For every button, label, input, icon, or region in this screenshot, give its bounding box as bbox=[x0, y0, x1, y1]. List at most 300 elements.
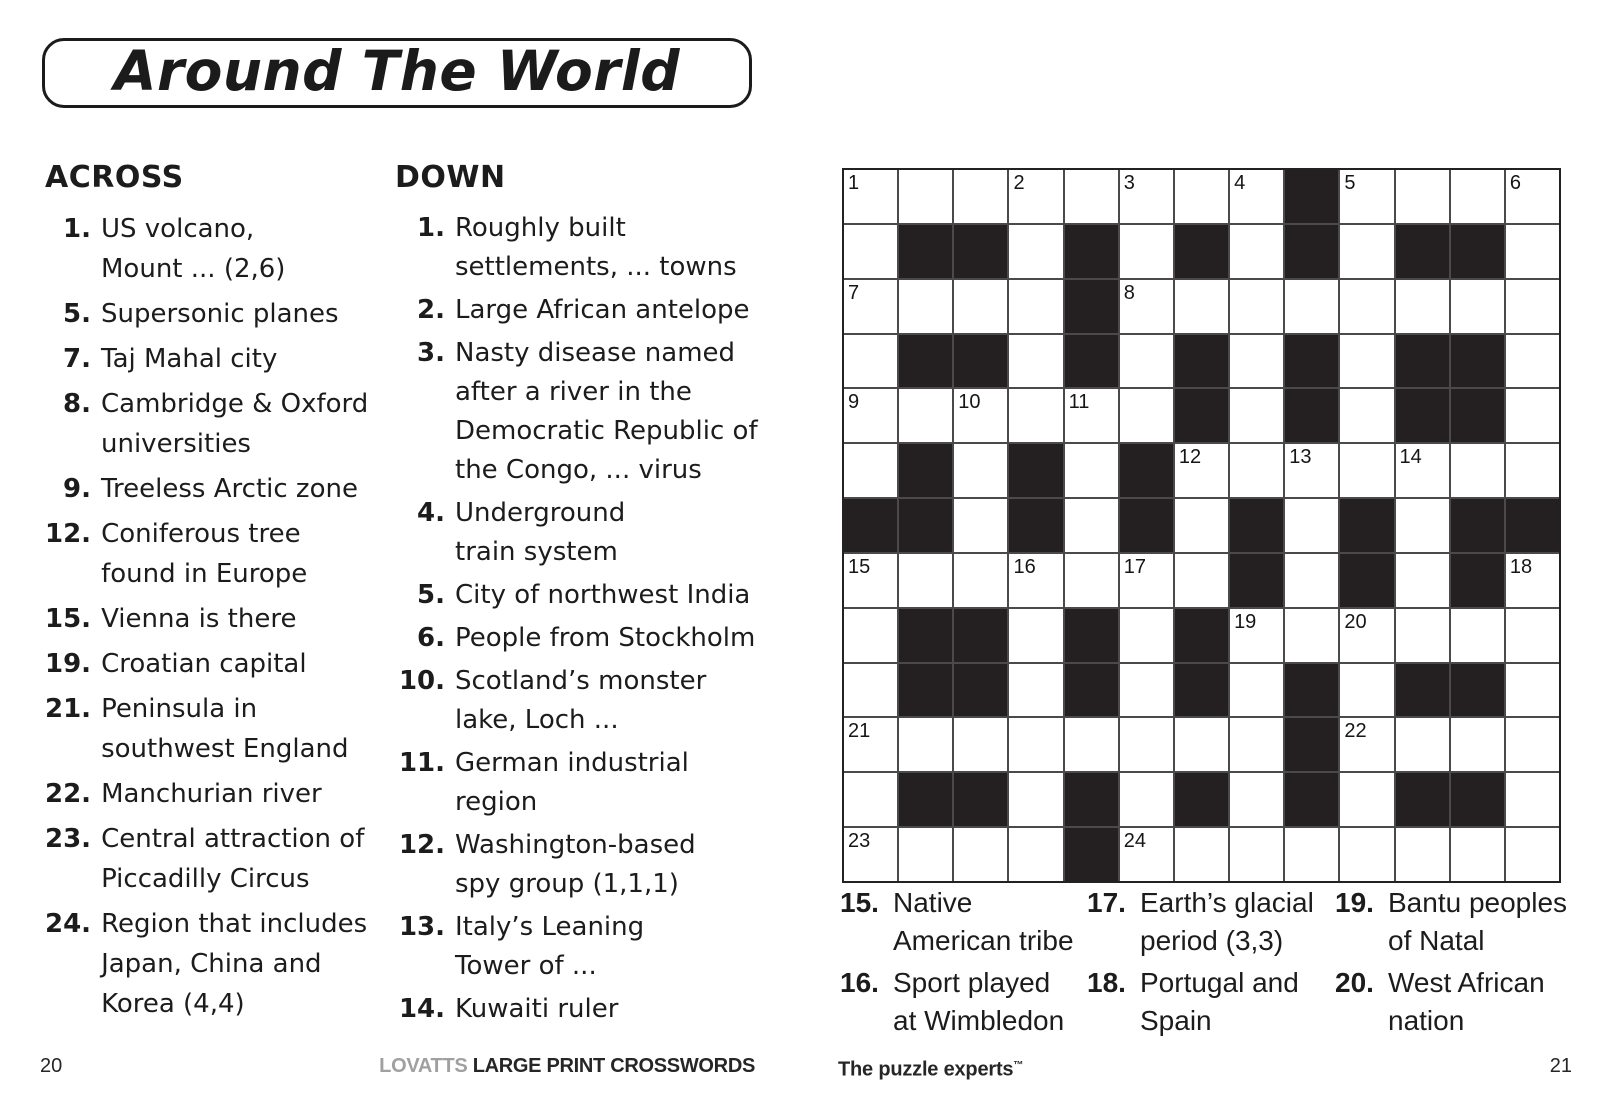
clue-text: Central attraction of Piccadilly Circus bbox=[101, 824, 365, 894]
grid-cell-r7c10 bbox=[1340, 499, 1393, 552]
grid-cell-r10c10[interactable] bbox=[1340, 664, 1393, 717]
bottom-clues-column-1 bbox=[840, 884, 1082, 1044]
grid-cell-r10c11 bbox=[1396, 664, 1449, 717]
grid-cell-r2c6[interactable] bbox=[1120, 225, 1173, 278]
grid-cell-r7c1 bbox=[844, 499, 897, 552]
grid-cell-r12c8[interactable] bbox=[1230, 773, 1283, 826]
grid-cell-r5c4[interactable] bbox=[1009, 389, 1062, 442]
grid-cell-r5c10[interactable] bbox=[1340, 389, 1393, 442]
grid-cell-r4c5 bbox=[1065, 335, 1118, 388]
cell-number-15: 15 bbox=[848, 555, 871, 578]
grid-cell-r13c12[interactable] bbox=[1451, 828, 1504, 881]
cell-number-7: 7 bbox=[848, 281, 860, 304]
bottom-clues-column-3 bbox=[1335, 884, 1575, 1044]
clue-text: Kuwaiti ruler bbox=[455, 994, 619, 1024]
grid-cell-r13c3[interactable] bbox=[954, 828, 1007, 881]
grid-cell-r4c8[interactable] bbox=[1230, 335, 1283, 388]
grid-cell-r7c2 bbox=[899, 499, 952, 552]
grid-cell-r1c4[interactable] bbox=[1009, 170, 1062, 223]
grid-cell-r4c6[interactable] bbox=[1120, 335, 1173, 388]
across-clue-list bbox=[45, 209, 393, 1024]
grid-cell-r9c13[interactable] bbox=[1506, 609, 1559, 662]
clue-text: German industrial region bbox=[455, 748, 689, 817]
clue-number: 16. bbox=[840, 967, 879, 998]
grid-cell-r12c9 bbox=[1285, 773, 1338, 826]
grid-cell-r1c5[interactable] bbox=[1065, 170, 1118, 223]
grid-cell-r8c10 bbox=[1340, 554, 1393, 607]
clue-number: 15. bbox=[45, 604, 92, 634]
grid-cell-r4c12 bbox=[1451, 335, 1504, 388]
cell-number-5: 5 bbox=[1344, 172, 1356, 194]
grid-cell-r9c4[interactable] bbox=[1009, 609, 1062, 662]
grid-cell-r3c9[interactable] bbox=[1285, 280, 1338, 333]
grid-cell-r12c12 bbox=[1451, 773, 1504, 826]
down-clue-5 bbox=[395, 576, 787, 615]
grid-cell-r5c11 bbox=[1396, 389, 1449, 442]
grid-cell-r3c13[interactable] bbox=[1506, 280, 1559, 333]
grid-cell-r10c2 bbox=[899, 664, 952, 717]
cell-number-10: 10 bbox=[958, 391, 981, 414]
across-clue-21 bbox=[45, 689, 393, 769]
grid-cell-r6c5[interactable] bbox=[1065, 444, 1118, 497]
grid-cell-r10c6[interactable] bbox=[1120, 664, 1173, 717]
grid-cell-r5c13[interactable] bbox=[1506, 389, 1559, 442]
grid-cell-r9c2 bbox=[899, 609, 952, 662]
down-clue-11 bbox=[395, 744, 787, 822]
grid-cell-r6c12[interactable] bbox=[1451, 444, 1504, 497]
down-clue-18 bbox=[1087, 964, 1329, 1040]
clue-number: 21. bbox=[45, 694, 92, 724]
down-clue-4 bbox=[395, 494, 787, 572]
grid-cell-r13c8[interactable] bbox=[1230, 828, 1283, 881]
grid-cell-r7c11[interactable] bbox=[1396, 499, 1449, 552]
grid-cell-r1c10[interactable] bbox=[1340, 170, 1393, 223]
clue-number: 4. bbox=[417, 498, 445, 528]
grid-cell-r7c13 bbox=[1506, 499, 1559, 552]
grid-cell-r3c3[interactable] bbox=[954, 280, 1007, 333]
down-clue-3 bbox=[395, 334, 787, 490]
down-clue-14 bbox=[395, 990, 787, 1029]
across-heading: ACROSS bbox=[45, 160, 184, 195]
grid-cell-r9c5 bbox=[1065, 609, 1118, 662]
grid-cell-r8c12 bbox=[1451, 554, 1504, 607]
clue-text: Croatian capital bbox=[101, 649, 307, 679]
grid-cell-r3c5 bbox=[1065, 280, 1118, 333]
grid-cell-r10c9 bbox=[1285, 664, 1338, 717]
grid-cell-r3c6[interactable] bbox=[1120, 280, 1173, 333]
crossword-grid bbox=[842, 168, 1561, 883]
clue-number: 9. bbox=[63, 474, 91, 504]
grid-cell-r2c11 bbox=[1396, 225, 1449, 278]
clue-number: 10. bbox=[398, 666, 445, 696]
grid-cell-r11c11[interactable] bbox=[1396, 718, 1449, 771]
grid-cell-r10c8[interactable] bbox=[1230, 664, 1283, 717]
clue-number: 19. bbox=[1335, 887, 1374, 918]
grid-cell-r10c5 bbox=[1065, 664, 1118, 717]
grid-cell-r6c2 bbox=[899, 444, 952, 497]
grid-cell-r10c7 bbox=[1175, 664, 1228, 717]
page-number-right: 21 bbox=[1549, 1055, 1572, 1077]
cell-number-11: 11 bbox=[1068, 391, 1090, 414]
brand-lovatts: LOVATTS bbox=[379, 1055, 468, 1077]
grid-cell-r13c11[interactable] bbox=[1396, 828, 1449, 881]
grid-cell-r4c9 bbox=[1285, 335, 1338, 388]
clue-text: Cambridge & Oxford universities bbox=[101, 389, 369, 459]
grid-cell-r9c10[interactable] bbox=[1340, 609, 1393, 662]
grid-cell-r5c9 bbox=[1285, 389, 1338, 442]
clue-text: Native American tribe bbox=[893, 887, 1074, 956]
grid-cell-r4c7 bbox=[1175, 335, 1228, 388]
grid-cell-r7c8 bbox=[1230, 499, 1283, 552]
clue-text: Taj Mahal city bbox=[101, 344, 278, 374]
grid-cell-r8c2[interactable] bbox=[899, 554, 952, 607]
down-clue-19 bbox=[1335, 884, 1575, 960]
grid-cell-r7c9[interactable] bbox=[1285, 499, 1338, 552]
grid-cell-r1c6[interactable] bbox=[1120, 170, 1173, 223]
grid-cell-r12c6[interactable] bbox=[1120, 773, 1173, 826]
clue-text: Scotland’s monster lake, Loch ... bbox=[455, 666, 707, 735]
grid-cell-r2c5 bbox=[1065, 225, 1118, 278]
grid-cell-r5c6[interactable] bbox=[1120, 389, 1173, 442]
down-clue-12 bbox=[395, 826, 787, 904]
down-clue-list bbox=[395, 209, 787, 1029]
cell-number-8: 8 bbox=[1123, 281, 1135, 304]
grid-cell-r7c4 bbox=[1009, 499, 1062, 552]
across-clues-section bbox=[45, 162, 393, 1029]
grid-cell-r9c11[interactable] bbox=[1396, 609, 1449, 662]
grid-cell-r2c4[interactable] bbox=[1009, 225, 1062, 278]
grid-cell-r4c13[interactable] bbox=[1506, 335, 1559, 388]
clue-text: Supersonic planes bbox=[101, 299, 339, 329]
grid-cell-r3c7[interactable] bbox=[1175, 280, 1228, 333]
clue-number: 18. bbox=[1087, 967, 1126, 998]
cell-number-18: 18 bbox=[1509, 555, 1533, 578]
puzzle-title: Around The World bbox=[113, 39, 681, 103]
clue-number: 5. bbox=[63, 299, 91, 329]
grid-cell-r11c2[interactable] bbox=[899, 718, 952, 771]
across-clue-8 bbox=[45, 384, 393, 464]
clue-number: 2. bbox=[417, 295, 445, 325]
grid-cell-r7c5[interactable] bbox=[1065, 499, 1118, 552]
clue-text: Washington-based spy group (1,1,1) bbox=[455, 830, 696, 899]
clue-text: Vienna is there bbox=[101, 604, 297, 634]
grid-cell-r9c1[interactable] bbox=[844, 609, 897, 662]
clue-number: 14. bbox=[398, 994, 445, 1024]
grid-cell-r12c1[interactable] bbox=[844, 773, 897, 826]
clue-text: Region that includes Japan, China and Korea (4,4) bbox=[101, 909, 368, 1019]
grid-cell-r10c4[interactable] bbox=[1009, 664, 1062, 717]
cell-number-16: 16 bbox=[1013, 555, 1036, 578]
grid-cell-r11c1[interactable] bbox=[844, 718, 897, 771]
cell-number-4: 4 bbox=[1234, 172, 1246, 194]
grid-cell-r1c3[interactable] bbox=[954, 170, 1007, 223]
clue-number: 3. bbox=[417, 338, 445, 368]
grid-cell-r1c13[interactable] bbox=[1506, 170, 1559, 223]
grid-cell-r5c3[interactable] bbox=[954, 389, 1007, 442]
clue-number: 7. bbox=[63, 344, 91, 374]
grid-cell-r1c8[interactable] bbox=[1230, 170, 1283, 223]
grid-cell-r13c9[interactable] bbox=[1285, 828, 1338, 881]
clue-number: 22. bbox=[45, 779, 92, 809]
down-clue-2 bbox=[395, 291, 787, 330]
clue-number: 12. bbox=[398, 830, 445, 860]
grid-cell-r13c10[interactable] bbox=[1340, 828, 1393, 881]
down-clue-10 bbox=[395, 662, 787, 740]
grid-cell-r7c3[interactable] bbox=[954, 499, 1007, 552]
grid-cell-r12c13[interactable] bbox=[1506, 773, 1559, 826]
page-number-left: 20 bbox=[40, 1055, 63, 1077]
down-clue-1 bbox=[395, 209, 787, 287]
grid-cell-r10c1[interactable] bbox=[844, 664, 897, 717]
grid-cell-r8c4[interactable] bbox=[1009, 554, 1062, 607]
grid-cell-r11c3[interactable] bbox=[954, 718, 1007, 771]
grid-cell-r3c8[interactable] bbox=[1230, 280, 1283, 333]
grid-cell-r8c7[interactable] bbox=[1175, 554, 1228, 607]
clue-text: Sport played at Wimbledon bbox=[893, 967, 1065, 1036]
clue-text: People from Stockholm bbox=[455, 623, 756, 653]
cell-number-2: 2 bbox=[1013, 172, 1025, 194]
grid-cell-r4c10[interactable] bbox=[1340, 335, 1393, 388]
grid-cell-r2c1[interactable] bbox=[844, 225, 897, 278]
trademark-symbol: ™ bbox=[1013, 1060, 1024, 1071]
clue-number: 11. bbox=[398, 748, 445, 778]
grid-cell-r9c3 bbox=[954, 609, 1007, 662]
grid-cell-r13c7[interactable] bbox=[1175, 828, 1228, 881]
grid-cell-r1c1[interactable] bbox=[844, 170, 897, 223]
cell-number-19: 19 bbox=[1234, 610, 1257, 633]
grid-cell-r3c1[interactable] bbox=[844, 280, 897, 333]
cell-number-1: 1 bbox=[848, 172, 860, 194]
across-clue-7 bbox=[45, 339, 393, 379]
grid-cell-r6c1[interactable] bbox=[844, 444, 897, 497]
down-clue-20 bbox=[1335, 964, 1575, 1040]
clue-text: Italy’s Leaning Tower of ... bbox=[455, 912, 645, 981]
cell-number-21: 21 bbox=[848, 720, 871, 743]
grid-cell-r13c4[interactable] bbox=[1009, 828, 1062, 881]
grid-cell-r12c10[interactable] bbox=[1340, 773, 1393, 826]
grid-cell-r6c11[interactable] bbox=[1396, 444, 1449, 497]
down-clue-17 bbox=[1087, 884, 1329, 960]
grid-cell-r10c13[interactable] bbox=[1506, 664, 1559, 717]
clue-number: 23. bbox=[45, 824, 92, 854]
grid-cell-r3c2[interactable] bbox=[899, 280, 952, 333]
cell-number-3: 3 bbox=[1123, 172, 1135, 194]
grid-cell-r8c13[interactable] bbox=[1506, 554, 1559, 607]
grid-cell-r3c10[interactable] bbox=[1340, 280, 1393, 333]
cell-number-23: 23 bbox=[848, 830, 871, 853]
grid-cell-r6c13[interactable] bbox=[1506, 444, 1559, 497]
clue-number: 8. bbox=[63, 389, 91, 419]
puzzle-title-box bbox=[42, 38, 752, 108]
clue-number: 24. bbox=[45, 909, 92, 939]
grid-cell-r12c11 bbox=[1396, 773, 1449, 826]
cell-number-22: 22 bbox=[1344, 720, 1367, 743]
grid-cell-r8c3[interactable] bbox=[954, 554, 1007, 607]
clue-text: Roughly built settlements, ... towns bbox=[455, 213, 737, 282]
grid-cell-r2c9 bbox=[1285, 225, 1338, 278]
grid-cell-r8c1[interactable] bbox=[844, 554, 897, 607]
grid-cell-r7c6 bbox=[1120, 499, 1173, 552]
cell-number-12: 12 bbox=[1178, 446, 1202, 469]
grid-cell-r11c6[interactable] bbox=[1120, 718, 1173, 771]
publisher-tagline bbox=[838, 1055, 1023, 1081]
down-clue-16 bbox=[840, 964, 1082, 1040]
cell-number-14: 14 bbox=[1399, 446, 1422, 469]
clue-text: Peninsula in southwest England bbox=[101, 694, 349, 764]
clue-text: Bantu peoples of Natal bbox=[1388, 887, 1568, 956]
grid-cell-r11c13[interactable] bbox=[1506, 718, 1559, 771]
across-clue-9 bbox=[45, 469, 393, 509]
clue-number: 13. bbox=[398, 912, 445, 942]
grid-cell-r5c1[interactable] bbox=[844, 389, 897, 442]
grid-cell-r2c10[interactable] bbox=[1340, 225, 1393, 278]
grid-cell-r4c11 bbox=[1396, 335, 1449, 388]
grid-cell-r13c2[interactable] bbox=[899, 828, 952, 881]
publisher-brand bbox=[379, 1055, 755, 1077]
grid-cell-r11c10[interactable] bbox=[1340, 718, 1393, 771]
across-clue-12 bbox=[45, 514, 393, 594]
clue-text: Portugal and Spain bbox=[1140, 967, 1299, 1036]
clue-number: 1. bbox=[63, 214, 91, 244]
grid-cell-r5c7 bbox=[1175, 389, 1228, 442]
grid-cell-r1c11[interactable] bbox=[1396, 170, 1449, 223]
grid-cell-r4c2 bbox=[899, 335, 952, 388]
grid-cell-r13c1[interactable] bbox=[844, 828, 897, 881]
cell-number-24: 24 bbox=[1123, 830, 1147, 853]
clue-text: Earth’s glacial period (3,3) bbox=[1140, 887, 1314, 956]
clue-number: 20. bbox=[1335, 967, 1374, 998]
grid-cell-r2c13[interactable] bbox=[1506, 225, 1559, 278]
grid-cell-r8c6[interactable] bbox=[1120, 554, 1173, 607]
grid-cell-r8c9[interactable] bbox=[1285, 554, 1338, 607]
grid-cell-r12c7 bbox=[1175, 773, 1228, 826]
down-clues-section bbox=[395, 162, 787, 1033]
clue-text: Underground train system bbox=[455, 498, 626, 567]
down-heading: DOWN bbox=[395, 160, 506, 195]
clue-text: City of northwest India bbox=[455, 580, 751, 610]
grid-cell-r7c12 bbox=[1451, 499, 1504, 552]
grid-cell-r5c8[interactable] bbox=[1230, 389, 1283, 442]
across-clue-24 bbox=[45, 904, 393, 1024]
grid-cell-r13c13[interactable] bbox=[1506, 828, 1559, 881]
grid-cell-r2c2 bbox=[899, 225, 952, 278]
grid-cell-r9c8[interactable] bbox=[1230, 609, 1283, 662]
clue-text: Manchurian river bbox=[101, 779, 322, 809]
across-clue-19 bbox=[45, 644, 393, 684]
clue-number: 17. bbox=[1087, 887, 1126, 918]
grid-cell-r10c3 bbox=[954, 664, 1007, 717]
grid-cell-r5c12 bbox=[1451, 389, 1504, 442]
grid-cell-r2c8[interactable] bbox=[1230, 225, 1283, 278]
grid-cell-r2c12 bbox=[1451, 225, 1504, 278]
grid-cell-r7c7[interactable] bbox=[1175, 499, 1228, 552]
down-clue-6 bbox=[395, 619, 787, 658]
grid-cell-r2c3 bbox=[954, 225, 1007, 278]
grid-cell-r12c5 bbox=[1065, 773, 1118, 826]
grid-cell-r6c6 bbox=[1120, 444, 1173, 497]
clue-number: 12. bbox=[45, 519, 92, 549]
across-clue-15 bbox=[45, 599, 393, 639]
grid-cell-r1c12[interactable] bbox=[1451, 170, 1504, 223]
grid-cell-r6c9[interactable] bbox=[1285, 444, 1338, 497]
grid-cell-r12c3 bbox=[954, 773, 1007, 826]
clue-text: Coniferous tree found in Europe bbox=[101, 519, 308, 589]
grid-cell-r3c4[interactable] bbox=[1009, 280, 1062, 333]
clue-number: 15. bbox=[840, 887, 879, 918]
grid-cell-r1c7[interactable] bbox=[1175, 170, 1228, 223]
grid-cell-r4c3 bbox=[954, 335, 1007, 388]
cell-number-6: 6 bbox=[1509, 172, 1521, 194]
grid-cell-r10c12 bbox=[1451, 664, 1504, 717]
grid-cell-r11c9 bbox=[1285, 718, 1338, 771]
grid-cell-r6c4 bbox=[1009, 444, 1062, 497]
grid-cell-r4c1[interactable] bbox=[844, 335, 897, 388]
grid-cell-r1c2[interactable] bbox=[899, 170, 952, 223]
grid-cell-r9c12[interactable] bbox=[1451, 609, 1504, 662]
cell-number-20: 20 bbox=[1344, 610, 1367, 633]
clue-number: 6. bbox=[417, 623, 445, 653]
cell-number-13: 13 bbox=[1289, 446, 1312, 469]
grid-cell-r6c8[interactable] bbox=[1230, 444, 1283, 497]
bottom-clues-column-2 bbox=[1087, 884, 1329, 1044]
grid-cell-r5c2[interactable] bbox=[899, 389, 952, 442]
cell-number-17: 17 bbox=[1123, 555, 1147, 578]
grid-cell-r1c9 bbox=[1285, 170, 1338, 223]
grid-cell-r9c6[interactable] bbox=[1120, 609, 1173, 662]
grid-cell-r11c7[interactable] bbox=[1175, 718, 1228, 771]
across-clue-22 bbox=[45, 774, 393, 814]
grid-cell-r11c5[interactable] bbox=[1065, 718, 1118, 771]
tagline-text: The puzzle experts bbox=[838, 1058, 1014, 1081]
grid-cell-r12c2 bbox=[899, 773, 952, 826]
across-clue-1 bbox=[45, 209, 393, 289]
grid-cell-r8c5[interactable] bbox=[1065, 554, 1118, 607]
grid-cell-r13c6[interactable] bbox=[1120, 828, 1173, 881]
grid-cell-r9c9[interactable] bbox=[1285, 609, 1338, 662]
down-clue-13 bbox=[395, 908, 787, 986]
down-clue-15 bbox=[840, 884, 1082, 960]
grid-cell-r6c7[interactable] bbox=[1175, 444, 1228, 497]
clue-number: 1. bbox=[417, 213, 445, 243]
clue-text: Treeless Arctic zone bbox=[101, 474, 358, 504]
across-clue-23 bbox=[45, 819, 393, 899]
clue-text: US volcano, Mount ... (2,6) bbox=[101, 214, 286, 284]
clue-text: Nasty disease named after a river in the Democratic Republic of the Congo, ... virus bbox=[455, 338, 758, 485]
across-clue-5 bbox=[45, 294, 393, 334]
clue-text: West African nation bbox=[1388, 967, 1545, 1036]
grid-cell-r2c7 bbox=[1175, 225, 1228, 278]
clue-text: Large African antelope bbox=[455, 295, 750, 325]
grid-cell-r11c12[interactable] bbox=[1451, 718, 1504, 771]
grid-cell-r8c8 bbox=[1230, 554, 1283, 607]
grid-cell-r3c12[interactable] bbox=[1451, 280, 1504, 333]
grid-cell-r8c11[interactable] bbox=[1396, 554, 1449, 607]
grid-cell-r12c4[interactable] bbox=[1009, 773, 1062, 826]
grid-cell-r9c7 bbox=[1175, 609, 1228, 662]
clue-number: 19. bbox=[45, 649, 92, 679]
grid-cell-r13c5 bbox=[1065, 828, 1118, 881]
grid-cell-r6c10[interactable] bbox=[1340, 444, 1393, 497]
grid-cell-r11c4[interactable] bbox=[1009, 718, 1062, 771]
grid-cell-r4c4[interactable] bbox=[1009, 335, 1062, 388]
grid-cell-r11c8[interactable] bbox=[1230, 718, 1283, 771]
clue-number: 5. bbox=[417, 580, 445, 610]
grid-cell-r6c3[interactable] bbox=[954, 444, 1007, 497]
brand-series: LARGE PRINT CROSSWORDS bbox=[472, 1055, 755, 1077]
grid-cell-r3c11[interactable] bbox=[1396, 280, 1449, 333]
cell-number-9: 9 bbox=[848, 391, 860, 414]
grid-cell-r5c5[interactable] bbox=[1065, 389, 1118, 442]
